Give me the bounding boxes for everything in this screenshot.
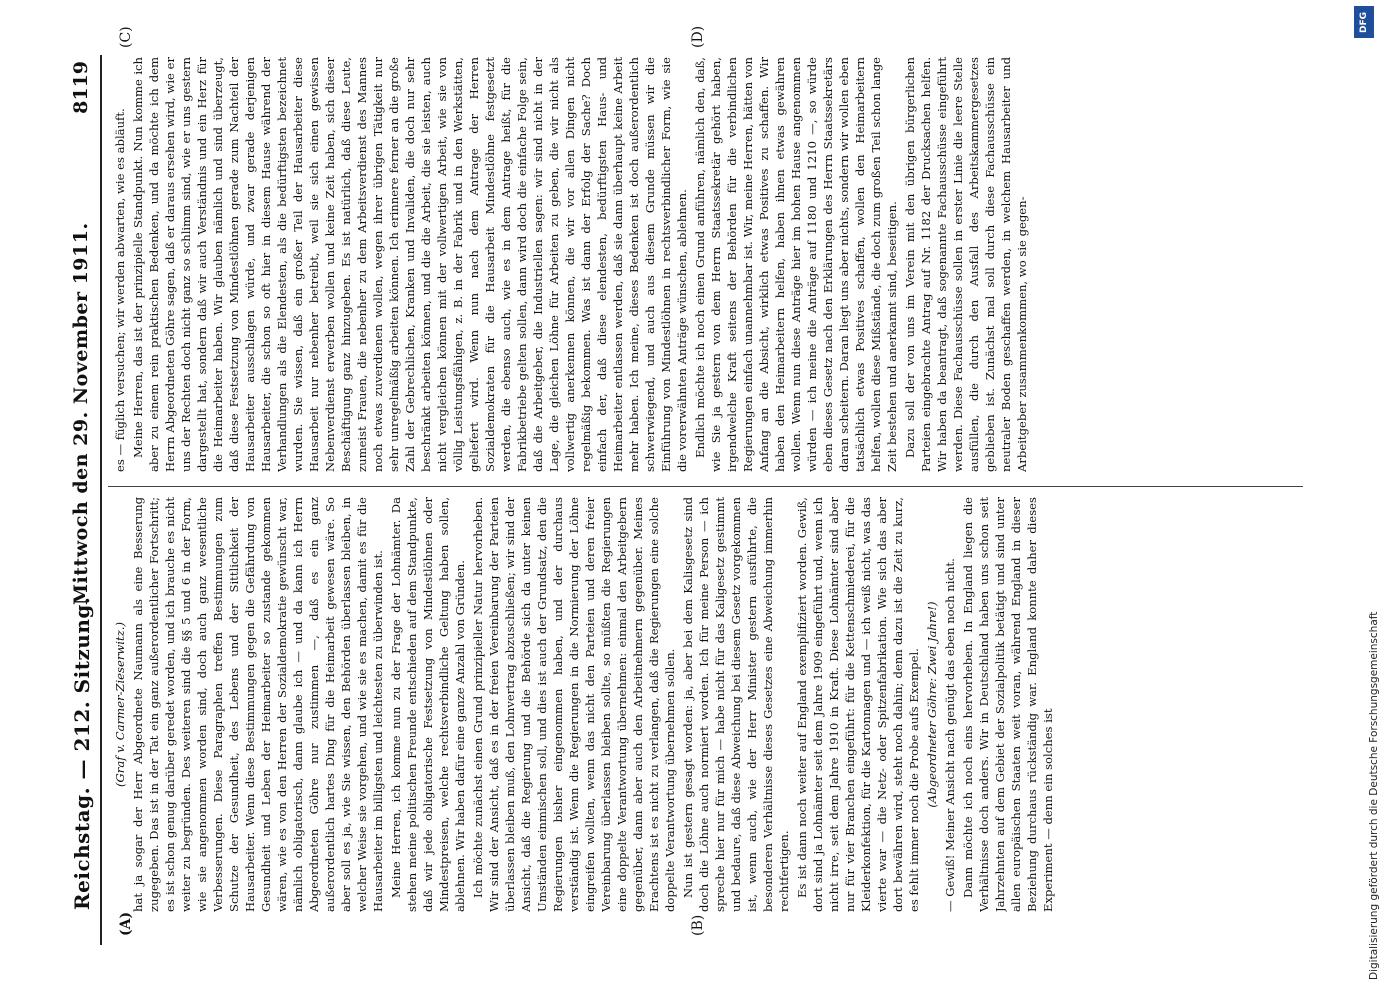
paragraph: Meine Herren, das ist der prinzipielle Standpunkt. Nun komme ich aber zu einem rein praktischen Bedenken, und da möchte ich dem Herrn Abgeordneten Göhre sagen, daß er daraus ersehen wird, wie er uns der Rechten doch nicht ganz so schlimm sind, wie er uns gestern dargestellt hat, sondern daß wir auch Verständnis und ein Herz für die Heimarbeiter haben. Wir glauben nämlich und sind überzeugt, daß diese Festsetzung von Mindestlöhnen gerade zum Nachteil der Hausarbeiter ausschlagen würde, und zwar gerade derjenigen Hausarbeiter, die schon so oft hier in diesem Hause während der Verhandlungen als die Elendesten, als die bedürftigsten bezeichnet wurden. Sie wissen, daß ein großer Teil der Hausarbeiter diese Hausarbeit nur nebenher betreibt, weil sie sich einen gewissen Nebenverdienst erwerben wollen und keine Zeit haben, sich dieser Beschäftigung ganz hinzugeben. Es ist natürlich, daß diese Leute, zumeist Frauen, die nebenher zu dem Arbeitsverdienst des Mannes noch etwas zuverdienen wollen, wegen ihrer übrigen Tätigkeit nur sehr unregelmäßig arbeiten können. Ich erinnere ferner an die große Zahl der Gebrechlichen, Kranken und Invaliden, die doch nur sehr beschränkt arbeiten können, und die die Arbeit, die sie leisten, auch nicht vergleichen können mit der vollwertigen Arbeit, wie sie von völlig Leistungsfähigen, z. B. in der Fabrik und in den Werkstätten, geliefert wird. Wenn nun nach dem Antrage der Herren Sozialdemokraten für die Hausarbeit Mindestlöhne festgesetzt werden, die ebenso auch, wie es in dem Antrage heißt, für die Fabrikbetriebe gelten sollen, dann wird doch die einfache Folge sein, daß die Arbeitgeber, die Industriellen sagen: wir sind nicht in der Lage, die gleichen Löhne für Arbeiten zu geben, die wir nicht als vollwertig anerkennen können, die wir vor allen Dingen nicht regelmäßig bekommen. Was ist dann der Erfolg der Sache? Doch einfach der, daß diese elendesten, bedürftigsten Haus- und Heimarbeiter entlassen werden, daß sie dann überhaupt keine Arbeit mehr haben. Ich meine, dieses Bedenken ist doch außerordentlich schwerwiegend, und auch aus diesem Grunde müssen wir die Einführung von Mindestlöhnen in rechtsverbindlicher Form, wie sie die vorerwähnten Anträge wünschen, ablehnen. [131,57,689,472]
paragraph: Es ist dann noch weiter auf England exemplifiziert worden. Gewiß, dort sind ja Lohnämter seit dem Jahre 1909 eingeführt und, wenn ich nicht irre, seit dem Jahre 1910 in Kraft. Diese Lohnämter sind aber nur für vier Branchen eingeführt: für die Kettenschmiederei, für die Kleiderkonfektion, für die Kartonnagen und — ich weiß nicht, was das vierte war — die Netz- oder Spitzenfabrikation. Wie sich das aber dort bewähren wird, steht noch dahin; denn dazu ist die Zeit zu kurz, es fehlt immer noch die Probe aufs Exempel. [795,497,921,912]
margin-mark-c: (C) [118,26,134,48]
left-column [112,497,1302,912]
paragraph: Dann möchte ich noch eins hervorheben. In England liegen die Verhältnisse doch anders. Wir in Deutschland haben uns schon seit Jahrzehnten auf dem Gebiet der Sozialpolitik betätigt und sind unter allen europäischen Staaten weit voran, während England in dieser Beziehung durchaus rückständig war. England konnte daher dieses Experiment — denn ein solches ist [961,497,1055,912]
dfg-logo-icon: DFG [1354,6,1374,38]
page-number: 8119 [70,61,92,114]
paragraph: — Gewiß! Meiner Ansicht nach genügt das eben noch nicht. [943,558,957,912]
paragraph: Dazu soll der von uns im Verein mit den übrigen bürgerlichen Parteien eingebrachte Antrag auf Nr. 1182 der Drucksachen helfen. Wir haben da beantragt, daß sogenannte Fachausschüsse eingeführt werden. Diese Fachausschüsse sollen in erster Linie die leere Stelle ausfüllen, die durch den Ausfall des Arbeitskammergesetzes geblieben ist. Zunächst mal soll durch diese Fachausschüsse ein neutraler Boden geschaffen werden, in welchem Hausarbeiter und Arbeitgeber zusammenkommen, wo sie gegen- [903,57,1029,472]
paragraph: hat ja sogar der Herr Abgeordnete Naumann als eine Besserung zugegeben. Das ist in der Tat ein ganz außerordentlicher Fortschritt; es ist schon genug darüber geredet worden, und ich brauche es nicht weiter zu begründen. Des weiteren sind die §§ 5 und 6 in der Form, wie sie angenommen worden sind, doch auch ganz wesentliche Verbesserungen. Diese Paragraphen treffen Bestimmungen zum Schutze der Gesundheit, des Lebens und der Sittlichkeit der Hausarbeiter. Wenn diese Bestimmungen gegen die Gefährdung von Gesundheit und Leben der Heimarbeiter so zustande gekommen wären, wie es von den Herren der Sozialdemokratie gewünscht war, nämlich obligatorisch, dann glaube ich — und da kann ich Herrn Abgeordneten Göhre nur zustimmen —, daß es ein ganz außerordentlich hartes Ding für die Heimarbeit gewesen wäre. So aber soll es ja, wie Sie wissen, den Behörden überlassen bleiben, in welcher Weise sie vorgehen, und wie sie es machen, damit es für die Hausarbeiter im billigsten und leichtesten zu überwinden ist. [131,497,385,912]
margin-mark-b: (B) [690,914,706,936]
digitization-credit [1352,20,1380,980]
paragraph: Nun ist gestern gesagt worden: ja, aber bei dem Kalisgesetz sind doch die Löhne auch normiert worden. Ich für meine Person — ich spreche hier nur für mich — habe nicht für das Kaligesetz gestimmt und bedaure, daß diese Abweichung bei diesem Gesetz vorgekommen ist, wenn auch, wie der Herr Minister gestern ausführte, die besonderen Verhältnisse dieses Gesetzes eine Abweichung immerhin rechtfertigen. [681,497,791,912]
column-divider [108,486,1303,487]
margin-mark-a: (A) [118,911,134,936]
right-column [112,57,1302,472]
speaker-note: (Graf v. Carmer-Zieserwitz.) [113,622,127,787]
credit-text: Digitalisierung gefördert durch die Deutsche Forschungsgemeinschaft [1368,611,1380,980]
page-header [60,55,102,945]
header-date: Mittwoch den 29. November 1911. [70,222,92,605]
header-session: Reichstag. — 212. Sitzung. [70,596,94,910]
paragraph: Endlich möchte ich noch einen Grund anführen, nämlich den, daß, wie Sie ja gestern von dem Herrn Staatssekretär gehört haben, irgendwelche Kraft seitens der Behörden für die verbindlichen Regierungen einfach unannehmbar ist. Wir, meine Herren, hätten von Anfang an die Absicht, wirklich etwas Positives zu schaffen. Wir haben den Heimarbeitern helfen, haben ihnen etwas gewähren wollen. Wenn nun diese Anträge hier im hohen Hause angenommen würden — ich meine die Anträge auf 1180 und 1210 —, so würde eben dieses Gesetz nach den Erklärungen des Herrn Staatssekretärs daran scheitern. Daran liegt uns aber nichts, sondern wir wollen eben tatsächlich etwas Positives schaffen, wollen den Heimarbeitern helfen, wollen diese Mißstände, die doch zum großen Teil schon lange Zeit bestehen und anerkannt sind, beseitigen. [693,57,899,472]
margin-mark-d: (D) [690,25,706,48]
paragraph: es — füglich versuchen; wir werden abwarten, wie es abläuft. [113,108,127,472]
paragraph: Meine Herren, ich komme nun zu der Frage der Lohnämter. Da stehen meine politischen Freunde entschieden auf dem Standpunkte, daß wir jede obligatorische Festsetzung von Mindestlöhnen oder Mindestpreisen, welche rechtsverbindliche Geltung haben sollen, ablehnen. Wir haben dafür eine ganze Anzahl von Gründen. [389,497,467,912]
paragraph: Ich möchte zunächst einen Grund prinzipieller Natur hervorheben. Wir sind der Ansicht, daß es in der freien Vereinbarung der Parteien überlassen bleiben muß, den Lohnvertrag abzuschließen; wir sind der Ansicht, daß die Regierung und die Behörde sich da unter keinen Umständen einmischen soll, und dies ist auch der Grundsatz, den die Regierungen bisher eingenommen haben, und der durchaus verständig ist. Wenn die Regierungen in die Normierung der Löhne eingreifen wollten, wenn das nicht den Parteien und deren freier Vereinbarung überlassen bleiben sollte, so müßten die Regierungen eine doppelte Verantwortung übernehmen: einmal den Arbeitgebern gegenüber, dann aber auch den Arbeitnehmern gegenüber. Meines Erachtens ist es nicht zu verlangen, daß die Regierungen eine solche doppelte Verantwortung übernehmen sollen. [471,497,677,912]
interjection: (Abgeordneter Göhre: Zwei Jahre!) [925,601,939,808]
